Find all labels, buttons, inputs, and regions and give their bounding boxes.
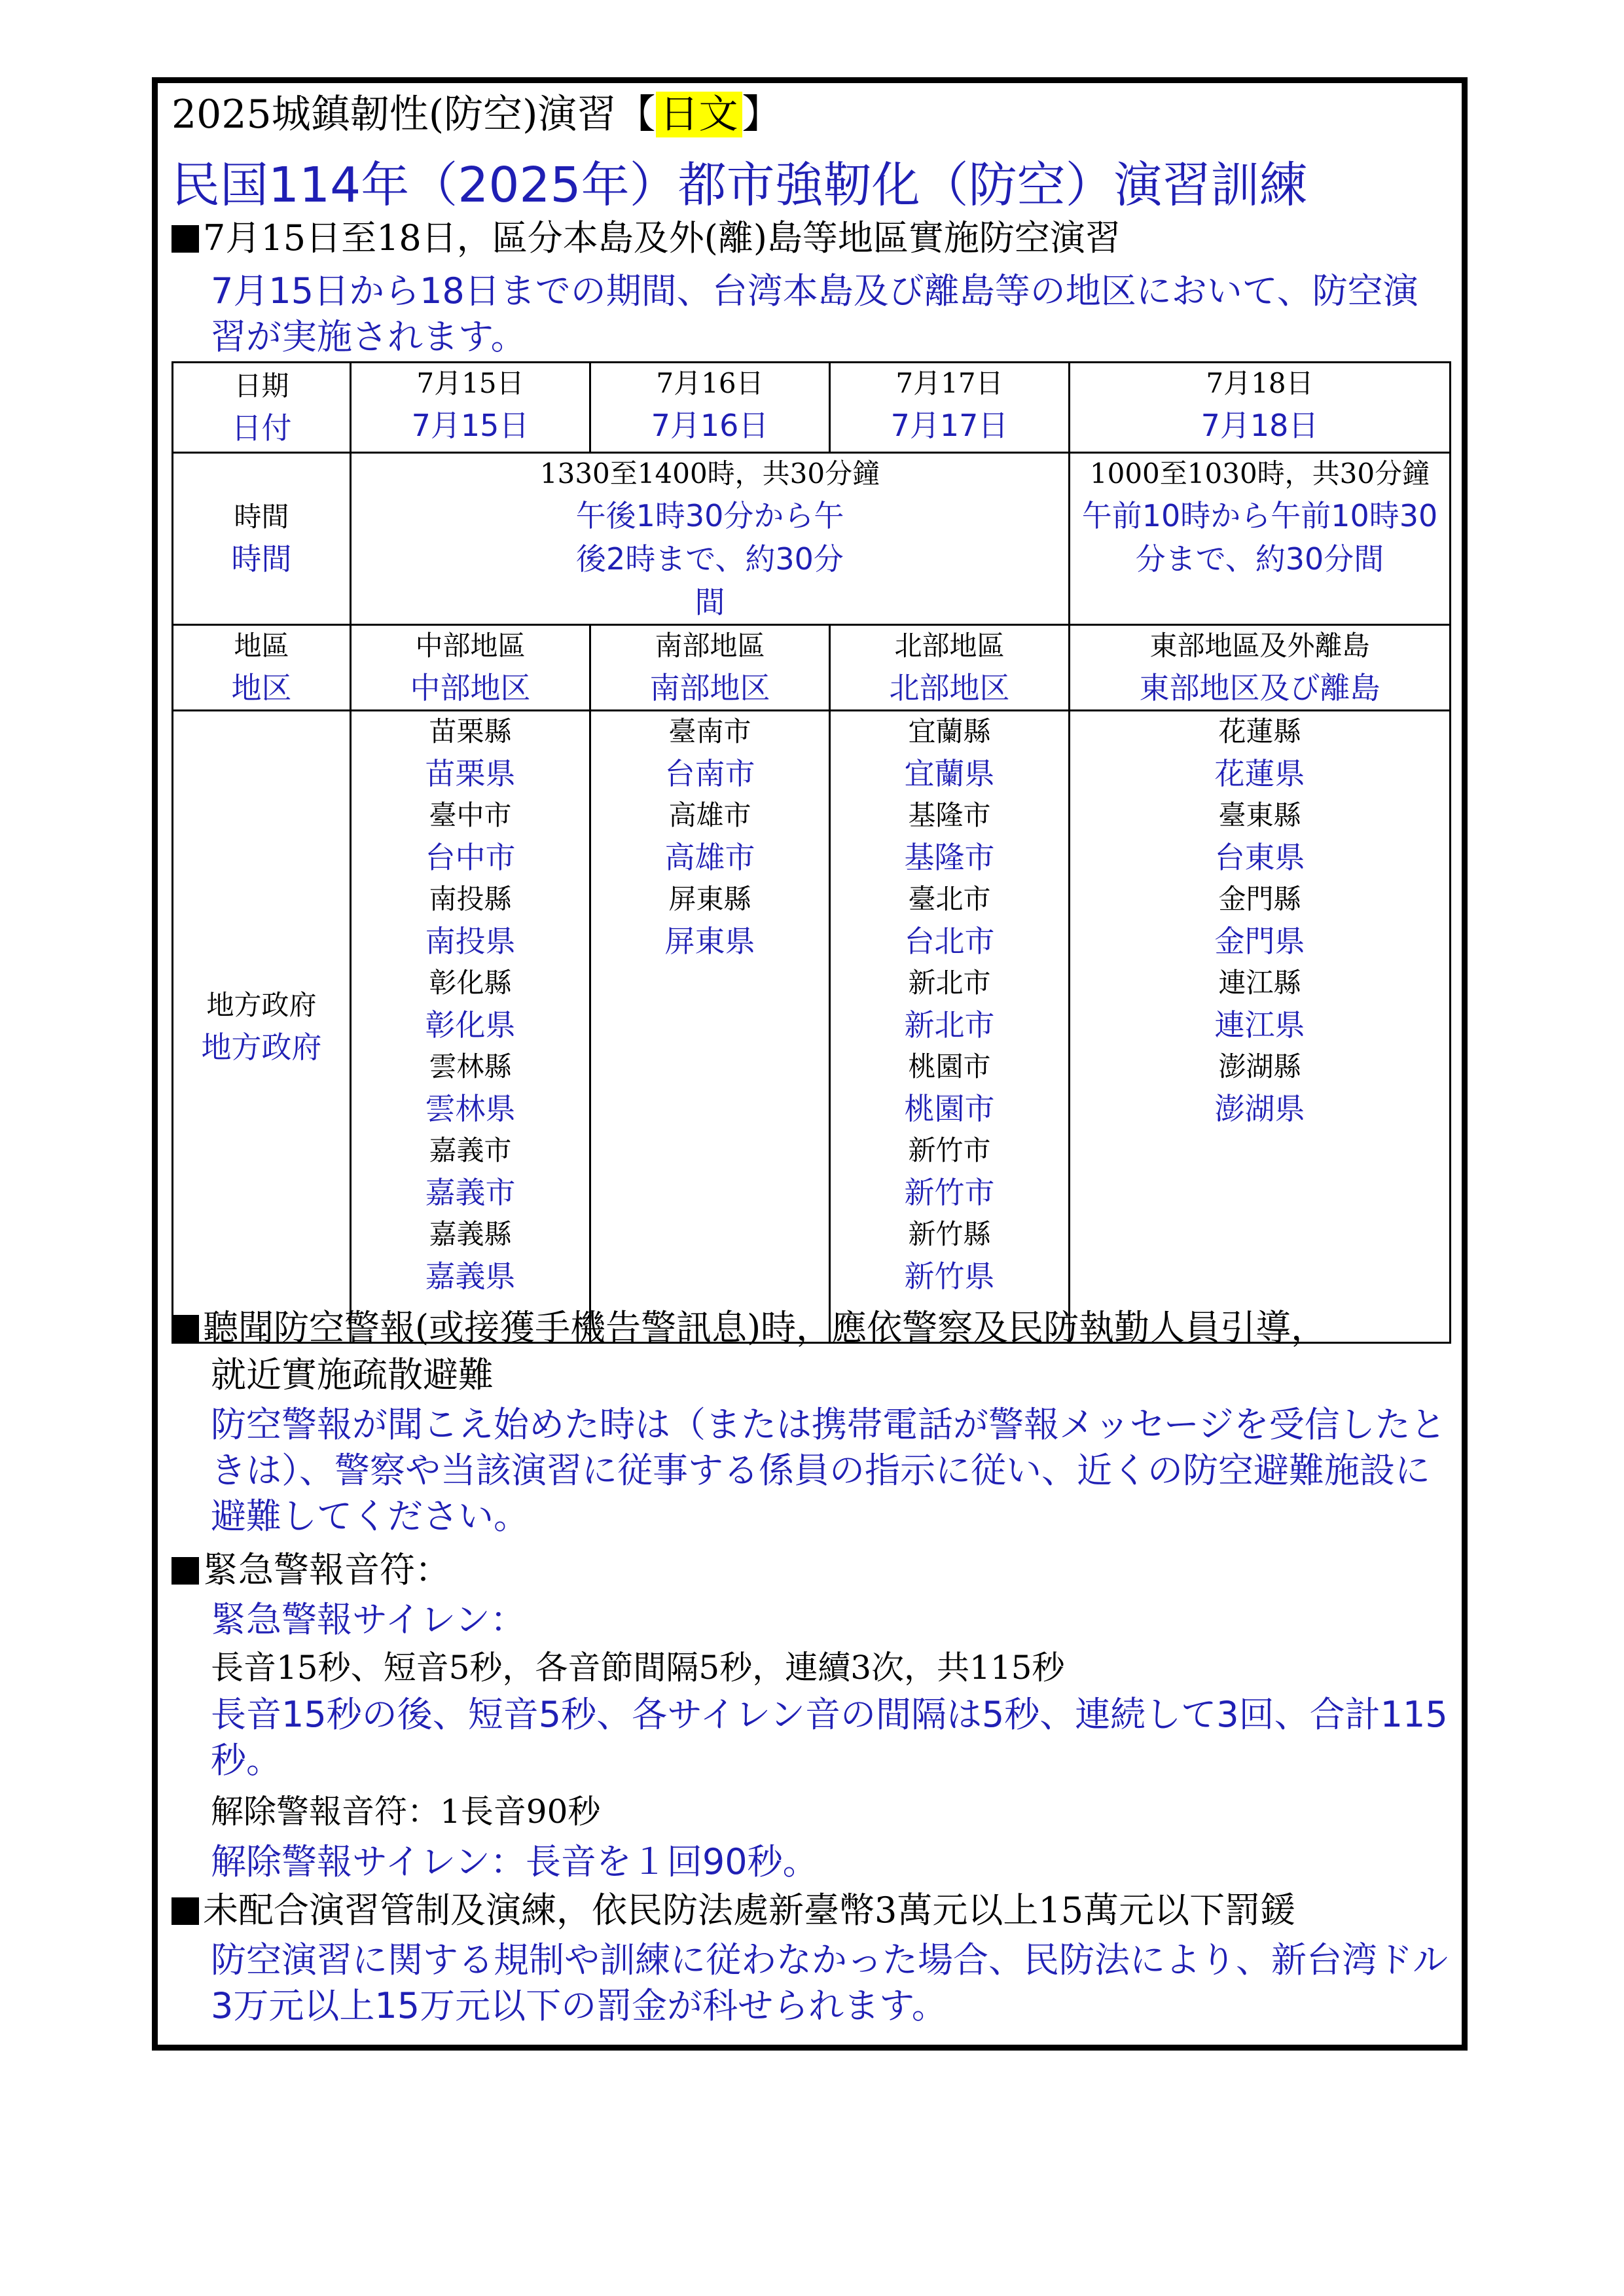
time-cell-east: 1000至1030時，共30分鐘 午前10時から午前10時30分まで、約30分間 [1070,453,1451,625]
region-cell: 中部地區 中部地区 [351,625,590,711]
section-2-japanese: 防空警報が聞こえ始めた時は（または携帯電話が警報メッセージを受信したときは）、警察や当該演習に従事する係員の指示に従い、近くの防空避難施設に避難してください。 [211,1404,1446,1537]
section-2-heading: 聽聞防空警報(或接獲手機告警訊息)時，應依警察及民防執勤人員引導， [171,1306,1326,1350]
section-4-heading: 未配合演習管制及演練，依民防法處新臺幣3萬元以上15萬元以下罰鍰 [171,1888,1295,1933]
government-list-east: 花蓮縣 花蓮県 臺東縣 台東県 金門縣 金門県 連江縣 連江県 澎湖縣 澎湖県 [1070,711,1451,1343]
region-cell: 東部地區及外離島 東部地区及び離島 [1070,625,1451,711]
language-highlight: 日文 [656,92,742,137]
section-1-japanese: 7月15日から18日までの期間、台湾本島及び離島等の地区において、防空演習が実施されます。 [211,270,1418,357]
government-list-north: 宜蘭縣 宜蘭県 基隆市 基隆市 臺北市 台北市 新北市 新北市 桃園市 桃園市 新竹市 新竹市 新竹縣 新竹県 [830,711,1070,1343]
document-title: 2025城鎮韌性(防空)演習【 日文 】 [171,92,782,137]
date-cell: 7月17日 7月17日 [830,363,1070,453]
japanese-title: 民国114年（2025年）都市強靭化（防空）演習訓練 [171,157,1308,213]
all-clear-description: 解除警報音符：1長音90秒 [211,1793,601,1831]
section-2-heading-cont: 就近實施疏散避難 [211,1354,494,1395]
region-label-cell: 地區 地区 [173,625,351,711]
section-3-heading: 緊急警報音符： [171,1548,450,1592]
time-label-cell: 時間 時間 [173,453,351,625]
emergency-siren-japanese: 長音15秒の後、短音5秒、各サイレン音の間隔は5秒、連続して3回、合計115秒。 [211,1694,1448,1781]
bullet-square-icon [171,1557,199,1585]
section-4-japanese: 防空演習に関する規制や訓練に従わなかった場合、民防法により、新台湾ドル3万元以上15万元以下の罰金が科せられます。 [211,1939,1448,2026]
bullet-square-icon [171,1315,199,1342]
date-cell: 7月15日 7月15日 [351,363,590,453]
date-row [173,363,1451,453]
region-row [173,625,1451,711]
government-label-cell: 地方政府 地方政府 [173,711,351,1343]
section-1-heading: 7月15日至18日，區分本島及外(離)島等地區實施防空演習 [171,216,1121,260]
time-cell-central-south-north: 1330至1400時，共30分鐘 午後1時30分から午後2時まで、約30分間 [351,453,1070,625]
region-cell: 南部地區 南部地区 [590,625,830,711]
government-list-south: 臺南市 台南市 高雄市 高雄市 屏東縣 屏東県 [590,711,830,1343]
date-cell: 7月18日 7月18日 [1070,363,1451,453]
date-label-cell: 日期 日付 [173,363,351,453]
bullet-square-icon [171,225,199,253]
emergency-siren-label: 緊急警報サイレン： [211,1599,526,1640]
bullet-square-icon [171,1897,199,1925]
emergency-siren-description: 長音15秒、短音5秒，各音節間隔5秒，連續3次，共115秒 [211,1649,1065,1687]
time-row [173,453,1451,625]
date-cell: 7月16日 7月16日 [590,363,830,453]
all-clear-japanese: 解除警報サイレン：長音を１回90秒。 [211,1841,818,1882]
schedule-table [171,361,1451,1344]
region-cell: 北部地區 北部地区 [830,625,1070,711]
government-row [173,711,1451,1343]
government-list-central: 苗栗縣 苗栗県 臺中市 台中市 南投縣 南投県 彰化縣 彰化県 雲林縣 雲林県 嘉義市 嘉義市 嘉義縣 嘉義県 [351,711,590,1343]
